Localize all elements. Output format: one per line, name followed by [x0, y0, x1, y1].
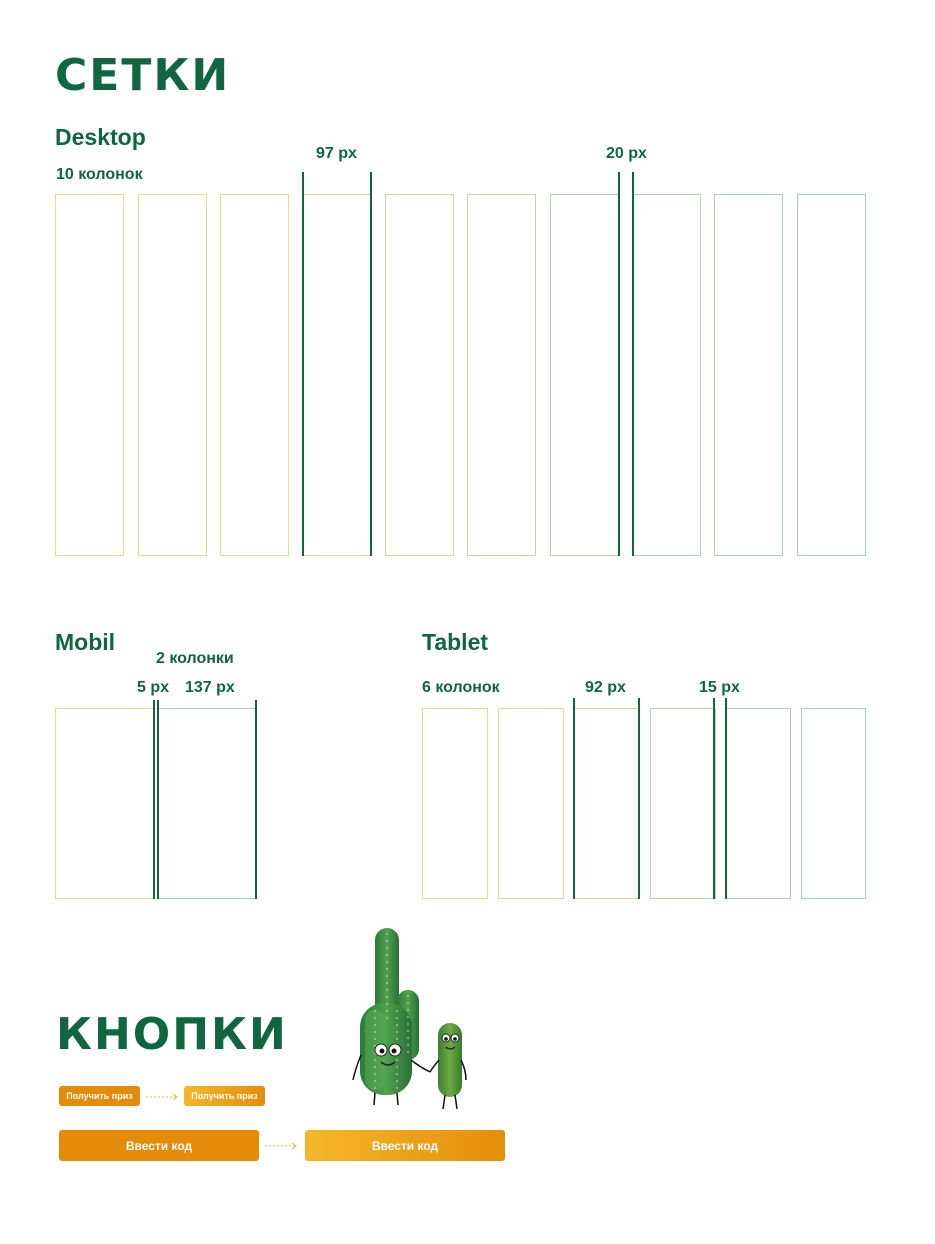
desktop-column-width-marker-left	[302, 172, 304, 556]
tablet-column	[650, 708, 716, 899]
desktop-gutter-label: 20 px	[606, 145, 647, 162]
desktop-column	[385, 194, 454, 556]
grids-section-title: СЕТКИ	[55, 50, 231, 101]
tablet-column	[498, 708, 564, 899]
desktop-gutter-marker-right	[632, 172, 634, 556]
mobile-column	[55, 708, 155, 899]
desktop-column	[303, 194, 372, 556]
tablet-gutter-marker-right	[725, 698, 727, 899]
mobile-column	[158, 708, 257, 899]
desktop-gutter-marker-left	[618, 172, 620, 556]
mobile-column-width-marker-right	[255, 700, 257, 899]
desktop-column	[632, 194, 701, 556]
desktop-column-width-marker-right	[370, 172, 372, 556]
tablet-column	[422, 708, 488, 899]
mobile-gutter-label: 5 px	[137, 679, 170, 696]
mobile-title: Mobil	[55, 629, 116, 655]
desktop-column	[797, 194, 866, 556]
mobile-gutter-marker-right	[157, 700, 159, 899]
small-prize-button-hover[interactable]: Получить приз	[184, 1086, 265, 1106]
tablet-column	[574, 708, 640, 899]
desktop-column-width-label: 97 px	[316, 145, 357, 162]
desktop-column	[138, 194, 207, 556]
desktop-column	[55, 194, 124, 556]
tablet-columns-label: 6 колонок	[422, 679, 500, 696]
small-prize-button-default[interactable]: Получить приз	[59, 1086, 140, 1106]
mobile-column-width-label: 137 px	[185, 679, 235, 696]
mobile-columns-label: 2 колонки	[156, 650, 234, 667]
tablet-column-width-label: 92 px	[585, 679, 626, 696]
desktop-title: Desktop	[55, 124, 146, 150]
buttons-section-title: КНОПКИ	[56, 1009, 288, 1060]
tablet-column	[801, 708, 866, 899]
tablet-gutter-label: 15 px	[699, 679, 740, 696]
tablet-gutter-marker-left	[713, 698, 715, 899]
tablet-column-width-marker-left	[573, 698, 575, 899]
tablet-title: Tablet	[422, 629, 489, 655]
desktop-column	[714, 194, 783, 556]
enter-code-button-default[interactable]: Ввести код	[59, 1130, 259, 1161]
desktop-column	[220, 194, 289, 556]
cactus-mascots-illustration	[345, 925, 475, 1115]
desktop-column	[550, 194, 619, 556]
desktop-columns-label: 10 колонок	[56, 166, 143, 183]
small-state-arrow-icon	[146, 1092, 180, 1102]
enter-code-button-hover[interactable]: Ввести код	[305, 1130, 505, 1161]
tablet-column	[726, 708, 791, 899]
desktop-column	[467, 194, 536, 556]
large-state-arrow-icon	[265, 1141, 299, 1151]
mobile-gutter-marker-left	[153, 700, 155, 899]
tablet-column-width-marker-right	[638, 698, 640, 899]
